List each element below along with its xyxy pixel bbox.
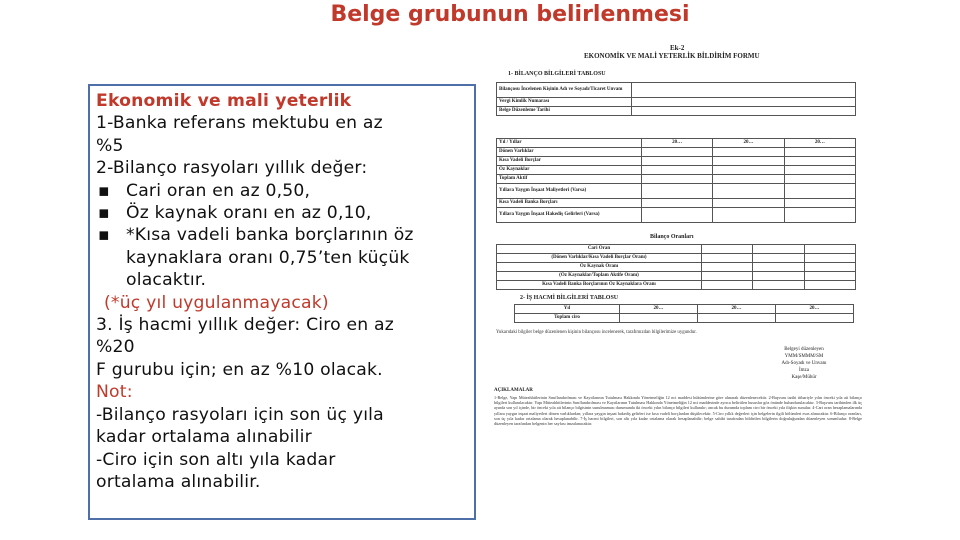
explanations-text: 1-Belge, Yapı Müteahhitlerinin Sınıflandırılması ve Kayıtlarının Tutulması Hakkında Yönetmeliğin 12 nci maddesi hükümlerine göre alınarak düzenlenecektir. 2-Başvuru tarihi itibariyle yılın önceki yıla ait bilanço bilgileri kullanılacaktır. Yapı Müteahhitlerinin Sınıflandırılması ve Kayıtlarının Tutulması Hakkında Yönetmeliğin 12 nci maddesinde ayrıca belirtilen hususlar göz önünde bulundurulacaktır. 3-Başvuru tarihinden ilk üç ayında son yıl içinde, bir önceki yıla ait bilanço bilgisinin sunulmaması durumunda iki önceki yılın bilanço bilgileri kullanılır; ancak bu durumda toplam ciro bir önceki yıla ilişkin sunulur. 4-Cari oran hesaplamalarında yıllara yaygın inşaat maliyetleri dönen varlıklardan; yıllara yaygın inşaat hakediş gelirleri ise kısa vadeli borçlardan düşülecektir. 5-Ciro yıllık değerleri için belgelerin ilgili bölümleri esas alınacaktır. 6-Bilanço oranları, son üç yıla kadar ortalama olarak hesaplanabilir. 7-İş hacmi bilgileri, son altı yıla kadar ortalama olarak hesaplanabilir; belge sahibi tarafından bildirilen bilgilerin doğruluğundan düzenleyen sorumludur. 8-Belge düzenleyen tarafından belgenin her sayfası imzalanacaktır.	[494, 395, 862, 427]
criteria-line: %20	[96, 337, 135, 358]
ratio-label: Kısa Vadeli Banka Borçlarının Öz Kaynaklara Oranı	[497, 281, 702, 290]
note-line: -Bilanço rasyoları için son üç yıla	[96, 404, 384, 425]
year-col: 20…	[713, 139, 784, 148]
form-ek-label: Ek-2	[670, 44, 685, 52]
criteria-line: %5	[96, 135, 124, 156]
vol-row-label: Toplam ciro	[515, 314, 620, 323]
form-section-1: 1- BİLANÇO BİLGİLERİ TABLOSU	[508, 71, 606, 77]
form-section-2: 2- İŞ HACMİ BİLGİLERİ TABLOSU	[520, 295, 619, 301]
year-col: 20…	[784, 139, 855, 148]
note-line: kadar ortalama alınabilir	[96, 427, 312, 448]
info-table	[496, 82, 856, 116]
info-cell	[632, 83, 856, 98]
signature-block	[754, 346, 854, 381]
form-title: EKONOMİK VE MALİ YETERLİK BİLDİRİM FORMU	[584, 52, 760, 60]
signature-line: İmza	[799, 368, 809, 373]
form-statement: Yukarıdaki bilgiler belge düzenlenen kişinin bilançosu incelenerek, tarafımızdan bilgilerimize uygundur.	[496, 330, 697, 335]
balance-row-label: Toplam Aktif	[497, 175, 642, 184]
info-row-label: Belge Düzenleme Tarihi	[497, 107, 632, 116]
balance-row-label: Dönen Varlıklar	[497, 148, 642, 157]
balance-row-label: Öz Kaynaklar	[497, 166, 642, 175]
criteria-line: 3. İş hacmi yıllık değer: Ciro en az	[96, 315, 395, 336]
scanned-form	[484, 38, 872, 538]
volume-table	[514, 304, 854, 323]
ratios-table	[496, 244, 856, 290]
balance-row-label: Yıllara Yaygın İnşaat Hakediş Gelirleri (Varsa)	[497, 208, 642, 223]
note-line: -Ciro için son altı yıla kadar	[96, 449, 336, 470]
year-col: 20…	[776, 305, 854, 314]
bullet-continuation: olacaktır.	[126, 270, 207, 291]
criteria-line: 2-Bilanço rasyoları yıllık değer:	[96, 158, 368, 179]
year-col: 20…	[620, 305, 698, 314]
not-label: Not:	[96, 382, 133, 403]
signature-line: YMM/SMMM/SM	[784, 354, 824, 359]
year-label: Yıl / Yıllar	[497, 139, 642, 148]
vol-year-label: Yıl	[515, 305, 620, 314]
info-cell	[632, 107, 856, 116]
ratios-title: Bilanço Oranları	[650, 234, 694, 240]
bullet-item: ▪ Cari oran en az 0,50,	[96, 180, 468, 202]
balance-row-label: Kısa Vadeli Banka Borçları	[497, 199, 642, 208]
bullet-item: ▪ Öz kaynak oranı en az 0,10,	[96, 202, 468, 224]
criteria-heading: Ekonomik ve mali yeterlik	[96, 91, 352, 111]
criteria-line: F gurubu için; en az %10 olacak.	[96, 359, 383, 380]
red-note: (*üç yıl uygulanmayacak)	[104, 292, 329, 313]
slide-title: Belge grubunun belirlenmesi	[330, 2, 690, 27]
info-row-label: Bilançosu İncelenen Kişinin Adı ve Soyadı/Ticaret Unvanı	[497, 83, 632, 98]
ratio-label: (Dönen Varlıklar/Kısa Vadeli Borçlar Oranı)	[497, 254, 702, 263]
bullet-item: ▪ *Kısa vadeli banka borçlarının öz	[96, 224, 468, 246]
ratio-label: Öz Kaynak Oranı	[497, 263, 702, 272]
explanations-title: AÇIKLAMALAR	[494, 388, 533, 393]
info-cell	[632, 98, 856, 107]
info-row-label: Vergi Kimlik Numarası	[497, 98, 632, 107]
ratio-label: (Öz Kaynaklar/Toplam Aktife Oranı)	[497, 272, 702, 281]
criteria-line: 1-Banka referans mektubu en az	[96, 113, 383, 134]
balance-table	[496, 138, 856, 223]
note-line: ortalama alınabilir.	[96, 471, 261, 492]
signature-line: Belgeyi düzenleyen	[784, 347, 824, 352]
bullet-continuation: kaynaklara oranı 0,75’ten küçük	[126, 247, 410, 268]
balance-row-label: Yıllara Yaygın İnşaat Maliyetleri (Varsa)	[497, 184, 642, 199]
balance-row-label: Kısa Vadeli Borçlar	[497, 157, 642, 166]
year-col: 20…	[642, 139, 713, 148]
year-col: 20…	[698, 305, 776, 314]
criteria-box	[88, 84, 476, 520]
signature-line: Adı-Soyadı ve Unvanı	[781, 361, 827, 366]
ratio-label: Cari Oran	[497, 245, 702, 254]
signature-line: Kaşe/Mühür	[791, 375, 817, 380]
